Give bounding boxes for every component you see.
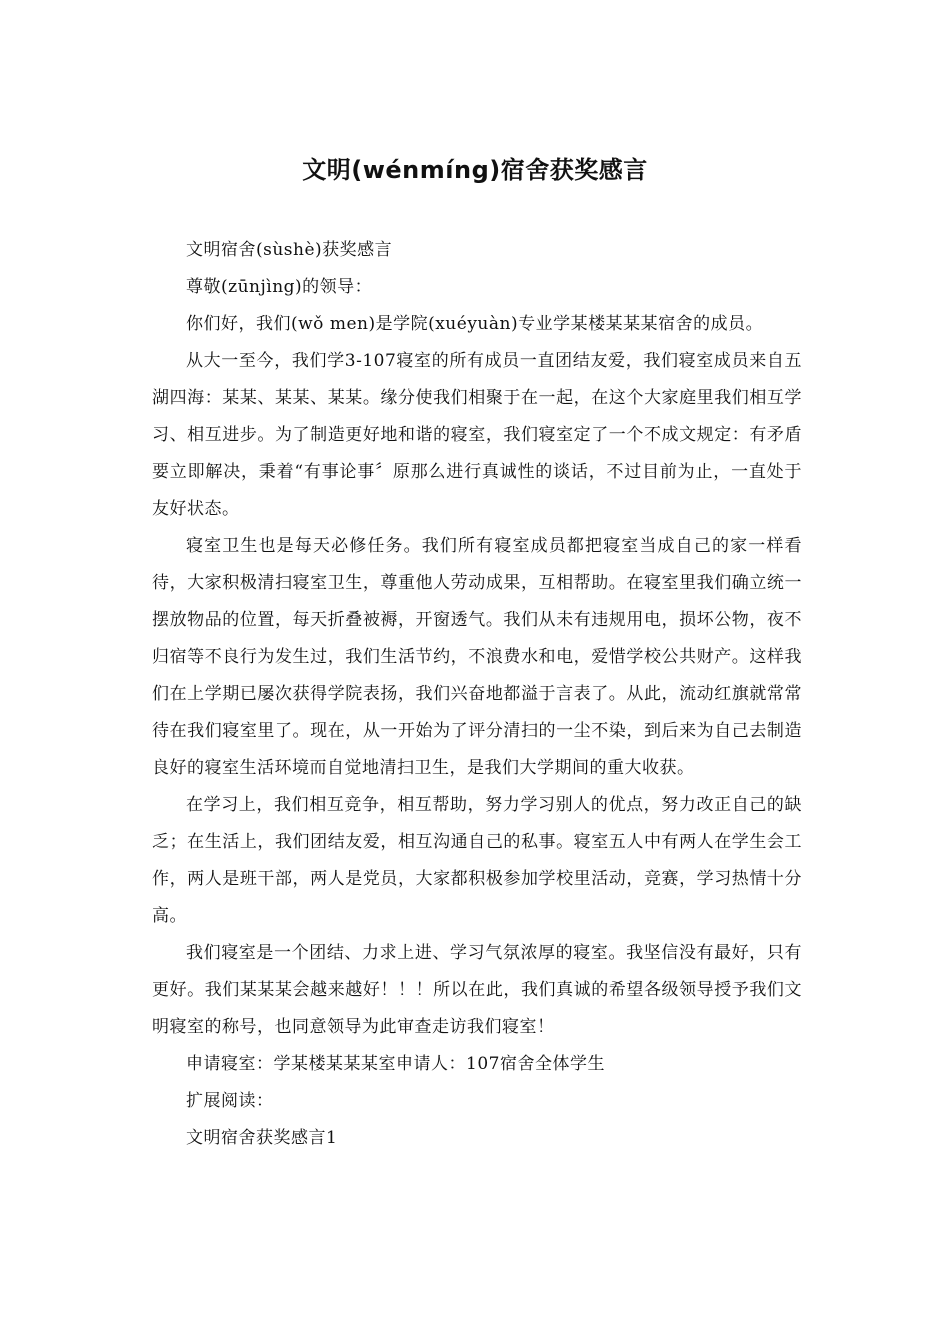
greeting-paragraph: 你们好，我们(wǒ men)是学院(xuéyuàn)专业学某楼某某某宿舍的成员。 [186, 314, 764, 334]
salutation: 尊敬(zūnjìng)的领导： [186, 277, 373, 297]
document-title: 文明(wénmíng)宿舍获奖感言 [302, 156, 648, 184]
extended-reading-label: 扩展阅读： [186, 1091, 274, 1111]
heading-line: 文明宿舍(sùshè)获奖感言 [186, 240, 393, 260]
request-paragraph: 我们寝室是一个团结、力求上进、学习气氛浓厚的寝室。我坚信没有最好，只有更好。我们某某某会越来越好！！！所以在此，我们真诚的希望各级领导授予我们文明寝室的称号，也同意领导为此审查走访我们寝室！ [152, 943, 802, 1037]
hygiene-paragraph: 寝室卫生也是每天必修任务。我们所有寝室成员都把寝室当成自己的家一样看待，大家积极清扫寝室卫生，尊重他人劳动成果，互相帮助。在寝室里我们确立统一摆放物品的位置，每天折叠被褥，开窗透气。我们从未有违规用电，损坏公物，夜不归宿等不良行为发生过，我们生活节约，不浪费水和电，爱惜学校公共财产。这样我们在上学期已屡次获得学院表扬，我们兴奋地都溢于言表了。从此，流动红旗就常常待在我们寝室里了。现在，从一开始为了评分清扫的一尘不染，到后来为自己去制造良好的寝室生活环境而自觉地清扫卫生，是我们大学期间的重大收获。 [152, 536, 802, 778]
study-life-paragraph: 在学习上，我们相互竞争，相互帮助，努力学习别人的优点，努力改正自己的缺乏；在生活上，我们团结友爱，相互沟通自己的私事。寝室五人中有两人在学生会工作，两人是班干部，两人是党员，大家都积极参加学校里活动，竞赛，学习热情十分高。 [152, 795, 802, 926]
extended-reading-item: 文明宿舍获奖感言1 [186, 1128, 338, 1148]
applicant-line: 申请寝室：学某楼某某某室申请人：107宿舍全体学生 [186, 1054, 605, 1074]
introduction-paragraph: 从大一至今，我们学3-107寝室的所有成员一直团结友爱，我们寝室成员来自五湖四海：某某、某某、某某。缘分使我们相聚于在一起，在这个大家庭里我们相互学习、相互进步。为了制造更好地和谐的寝室，我们寝室定了一个不成文规定：有矛盾要立即解决，秉着“有事论事〞原那么进行真诚性的谈话，不过目前为止，一直处于友好状态。 [152, 351, 802, 519]
document-body [152, 232, 802, 1157]
